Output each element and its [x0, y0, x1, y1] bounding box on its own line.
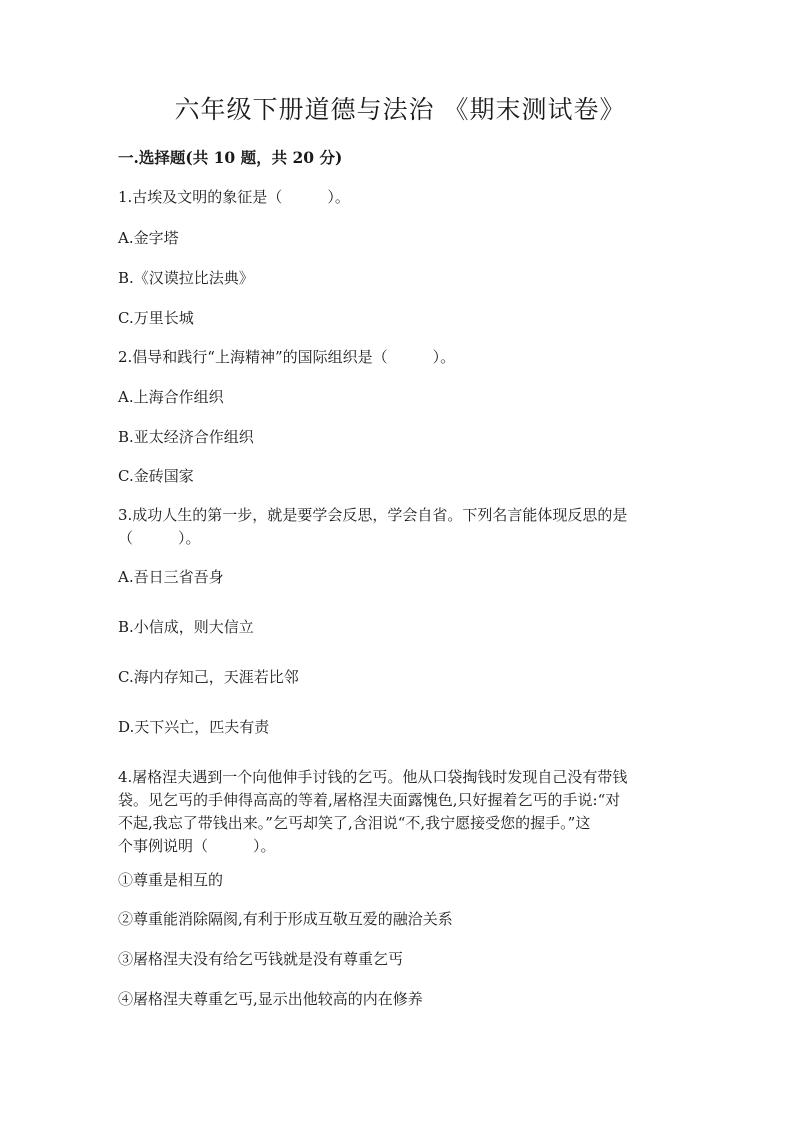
question-2-option-b: B.亚太经济合作组织	[118, 428, 254, 446]
question-2-stem: 2.倡导和践行“上海精神”的国际组织是（ ）。	[118, 348, 456, 366]
page-title: 六年级下册道德与法治 《期末测试卷》	[174, 95, 626, 124]
question-4-stem	[118, 766, 684, 858]
question-2-option-a: A.上海合作组织	[118, 388, 224, 406]
question-3-stem-line-1: 3.成功人生的第一步，就是要学会反思，学会自省。下列名言能体现反思的是	[118, 506, 628, 524]
question-1-option-c: C.万里长城	[118, 309, 194, 327]
question-3-option-d: D.天下兴亡，匹夫有责	[118, 718, 270, 736]
question-3-stem-line-2: （ ）。	[118, 529, 201, 547]
question-3-option-c: C.海内存知己，天涯若比邻	[118, 668, 299, 686]
question-1-stem: 1.古埃及文明的象征是（ ）。	[118, 188, 350, 206]
question-1-option-a: A.金字塔	[118, 229, 179, 247]
question-3-option-a: A.吾日三省吾身	[118, 568, 224, 586]
question-4-option-4: ④屠格涅夫尊重乞丐,显示出他较高的内在修养	[118, 990, 423, 1008]
question-4-stem-line-4: 个事例说明（ ）。	[118, 837, 276, 855]
question-4-stem-line-1: 4.屠格涅夫遇到一个向他伸手讨钱的乞丐。他从口袋掏钱时发现自己没有带钱	[118, 768, 628, 786]
question-4-stem-line-3: 不起,我忘了带钱出来。”乞丐却笑了,含泪说“不,我宁愿接受您的握手。”这	[118, 814, 591, 832]
question-4-option-2: ②尊重能消除隔阂,有利于形成互敬互爱的融洽关系	[118, 910, 453, 928]
question-3-option-b: B.小信成，则大信立	[118, 618, 254, 636]
question-2-option-c: C.金砖国家	[118, 467, 194, 485]
section-header: 一.选择题(共 10 题，共 20 分)	[118, 148, 343, 167]
question-1-option-b: B.《汉谟拉比法典》	[118, 269, 254, 287]
question-4-option-3: ③屠格涅夫没有给乞丐钱就是没有尊重乞丐	[118, 950, 404, 968]
question-4-stem-line-2: 袋。见乞丐的手伸得高高的等着,屠格涅夫面露愧色,只好握着乞丐的手说:“对	[118, 791, 621, 809]
question-4-option-1: ①尊重是相互的	[118, 871, 224, 889]
question-3-stem	[118, 504, 684, 550]
